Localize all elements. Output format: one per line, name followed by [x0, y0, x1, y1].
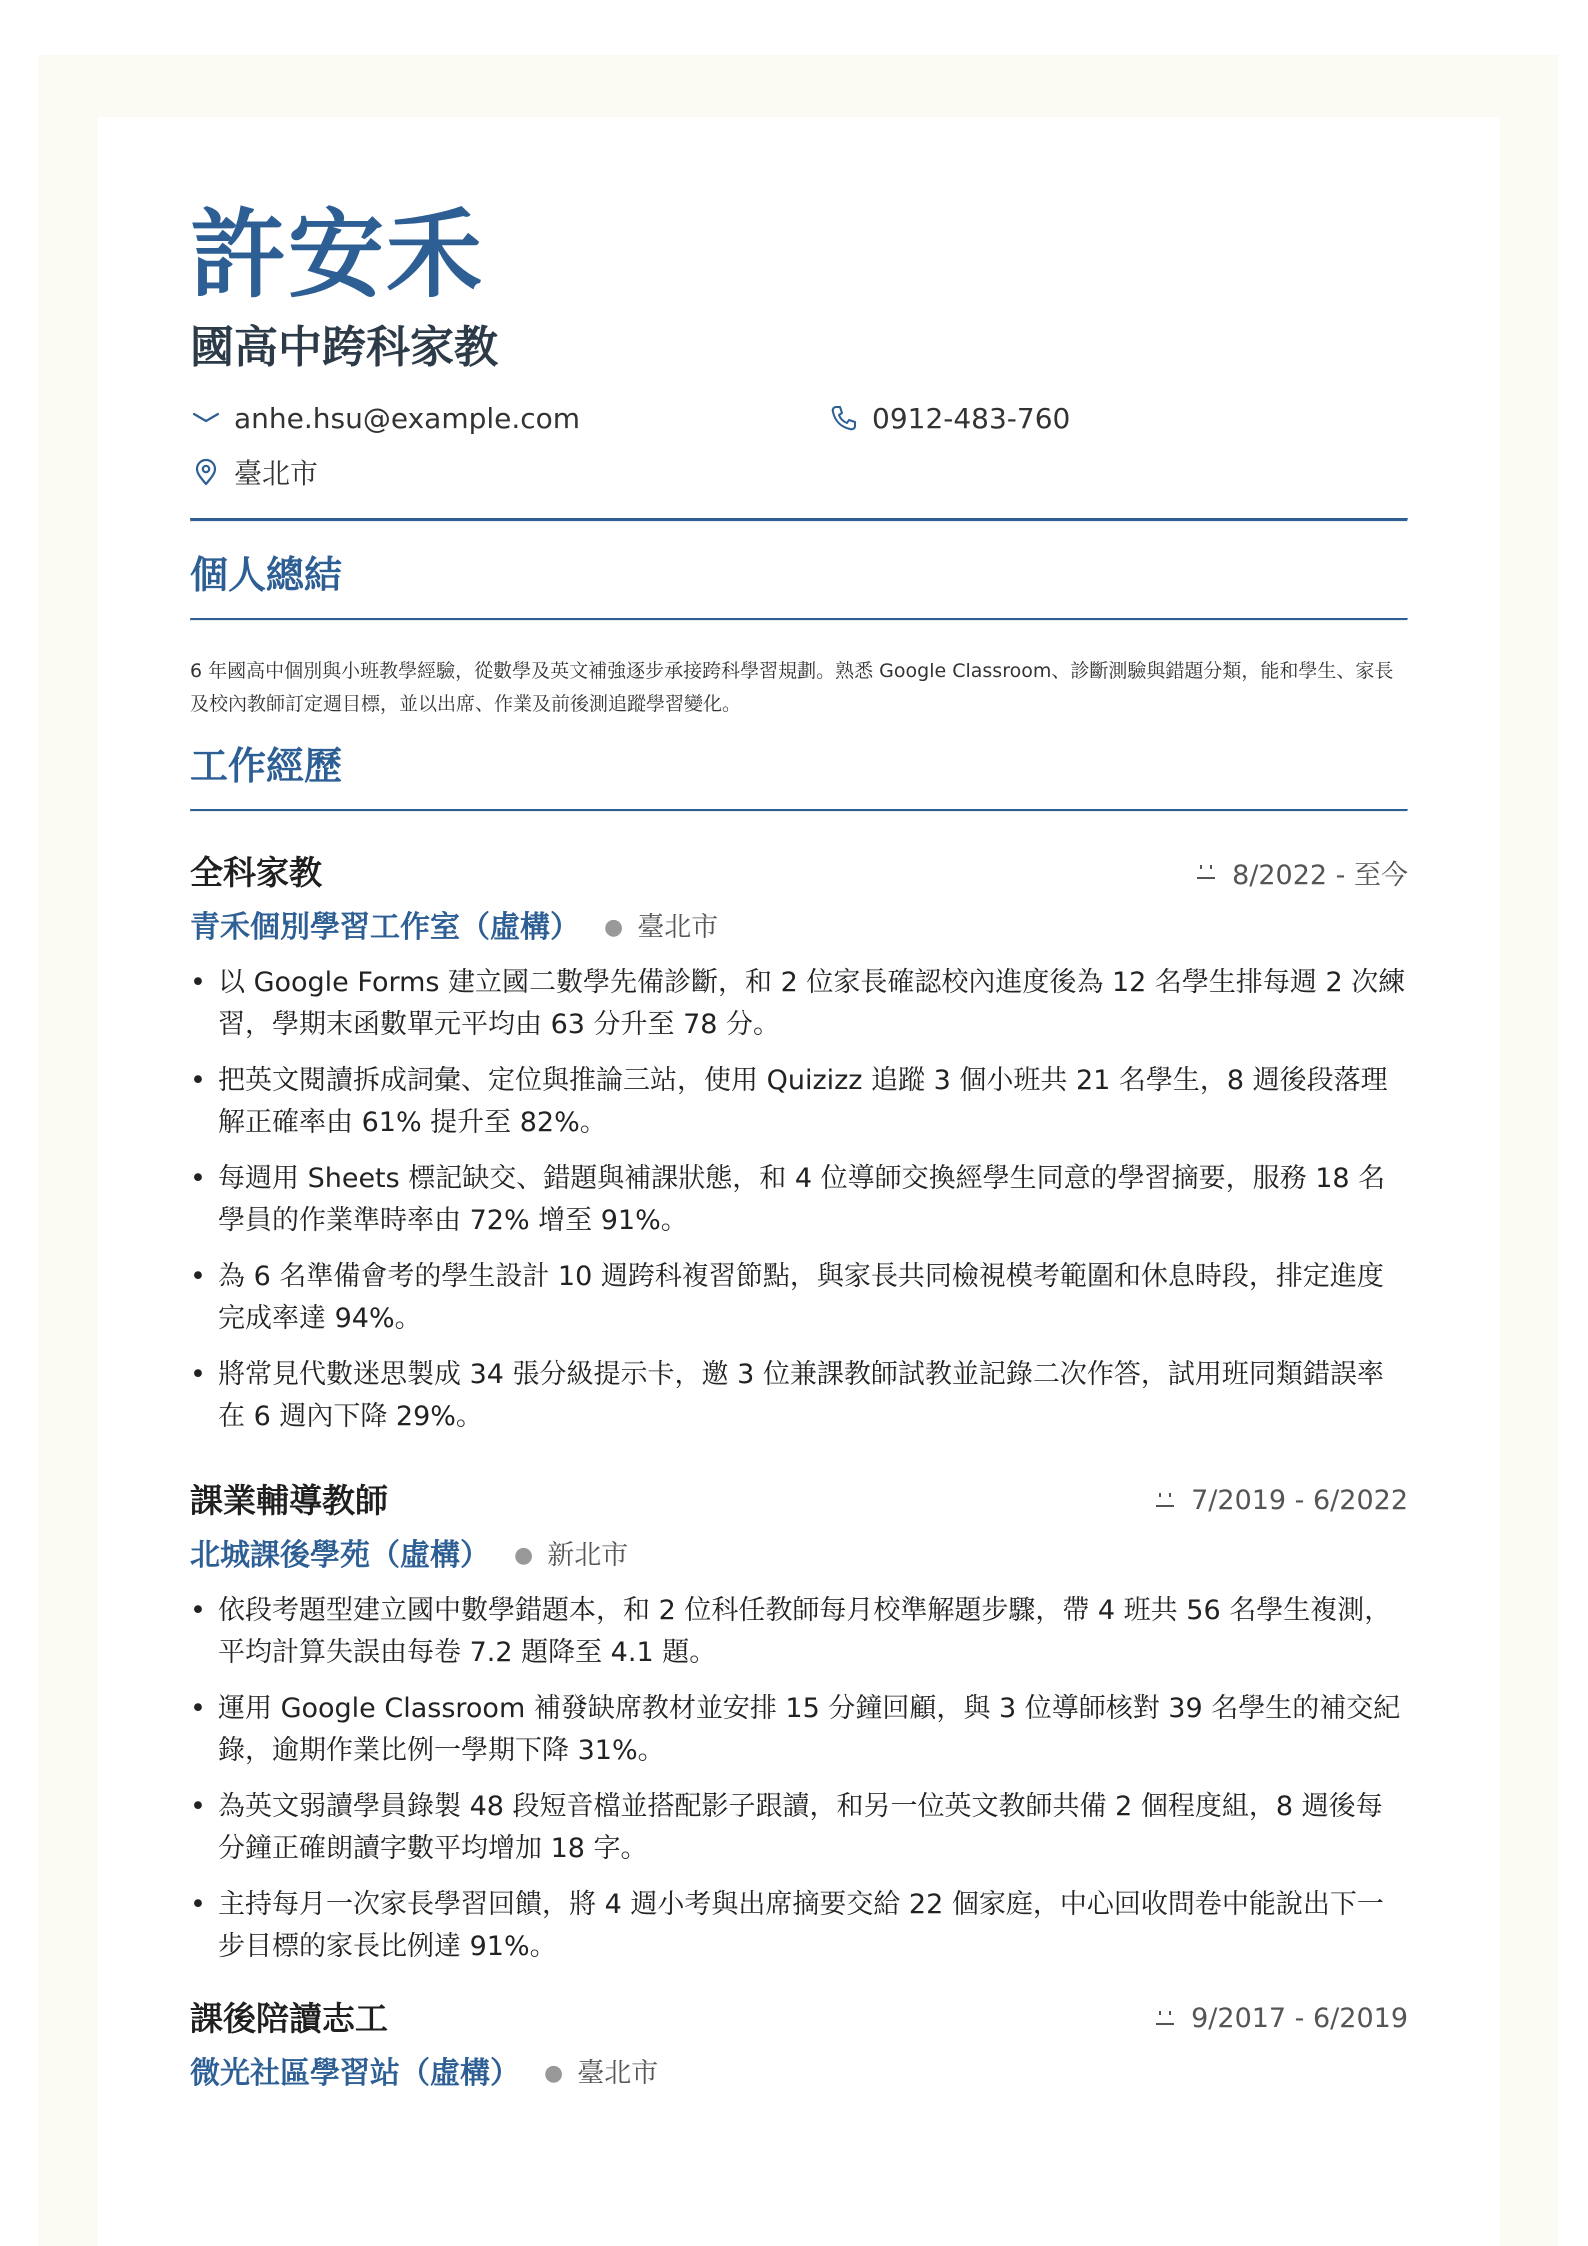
location-pin-icon	[190, 456, 222, 488]
company-line	[190, 2052, 1408, 2096]
separator-dot: ●	[604, 915, 624, 940]
list-item: • 運用 Google Classroom 補發缺席教材並安排 15 分鐘回顧，與 3 位導師核對 39 名學生的補交紀錄，逾期作業比例一學期下降 31%。	[190, 1688, 1408, 1772]
candidate-name: 許安禾	[190, 199, 484, 311]
company-name: 青禾個別學習工作室（虛構）	[190, 910, 580, 945]
calendar-icon	[1153, 2006, 1177, 2030]
job-date	[1153, 2003, 1408, 2034]
list-item: • 把英文閱讀拆成詞彙、定位與推論三站，使用 Quizizz 追蹤 3 個小班共 21 名學生，8 週後段落理解正確率由 61% 提升至 82%。	[190, 1060, 1408, 1144]
calendar-icon	[1153, 1488, 1177, 1512]
header-divider	[190, 518, 1408, 522]
resume-content	[190, 200, 1408, 2096]
job-title: 全科家教	[190, 853, 322, 892]
company-line	[190, 1534, 1408, 1578]
phone-icon	[828, 402, 860, 434]
list-item: • 將常見代數迷思製成 34 張分級提示卡，邀 3 位兼課教師試教並記錄二次作答，試用班同類錯誤率在 6 週內下降 29%。	[190, 1354, 1408, 1438]
job-date-text: 7/2019 - 6/2022	[1191, 1484, 1408, 1516]
job-title: 課後陪讀志工	[190, 1999, 388, 2038]
list-item: • 依段考題型建立國中數學錯題本，和 2 位科任教師每月校準解題步驟，帶 4 班共 56 名學生複測，平均計算失誤由每卷 7.2 題降至 4.1 題。	[190, 1590, 1408, 1674]
phone-text: 0912-483-760	[872, 401, 1071, 435]
summary-divider	[190, 618, 1408, 621]
summary-heading: 個人總結	[190, 553, 343, 597]
job-date	[1153, 1485, 1408, 1516]
job-entry	[190, 1478, 1408, 1968]
job-location: 臺北市	[637, 912, 719, 943]
contact-info	[190, 398, 1408, 518]
job-title: 課業輔導教師	[190, 1481, 388, 1520]
job-location: 臺北市	[577, 2058, 659, 2089]
job-date	[1194, 853, 1408, 892]
summary-text: 6 年國高中個別與小班教學經驗，從數學及英文補強逐步承接跨科學習規劃。熟悉 Google Classroom、診斷測驗與錯題分類，能和學生、家長及校內教師訂定週目標，並以出席、作業及前後測追蹤學習變化。	[190, 660, 1394, 715]
list-item: • 主持每月一次家長學習回饋，將 4 週小考與出席摘要交給 22 個家庭，中心回收問卷中能說出下一步目標的家長比例達 91%。	[190, 1884, 1408, 1968]
contact-email[interactable]	[190, 398, 580, 438]
email-icon	[190, 402, 222, 434]
contact-location	[190, 452, 318, 492]
experience-divider	[190, 809, 1408, 812]
job-bullets	[190, 1590, 1408, 1968]
list-item: • 以 Google Forms 建立國二數學先備診斷，和 2 位家長確認校內進度後為 12 名學生排每週 2 次練習，學期末函數單元平均由 63 分升至 78 分。	[190, 962, 1408, 1046]
job-header	[190, 850, 1408, 896]
job-date-text: 9/2017 - 6/2019	[1191, 2002, 1408, 2034]
job-date-text: 8/2022 - 至今	[1232, 859, 1408, 891]
calendar-icon	[1194, 860, 1218, 884]
job-bullets	[190, 962, 1408, 1438]
separator-dot: ●	[514, 1543, 534, 1568]
experience-heading: 工作經歷	[190, 744, 343, 788]
company-name: 北城課後學苑（虛構）	[190, 1538, 490, 1573]
company-name: 微光社區學習站（虛構）	[190, 2056, 520, 2091]
list-item: • 為 6 名準備會考的學生設計 10 週跨科複習節點，與家長共同檢視模考範圍和休息時段，排定進度完成率達 94%。	[190, 1256, 1408, 1340]
company-line	[190, 906, 1408, 950]
email-text: anhe.hsu@example.com	[234, 401, 581, 435]
candidate-role: 國高中跨科家教	[190, 322, 498, 373]
list-item: • 為英文弱讀學員錄製 48 段短音檔並搭配影子跟讀，和另一位英文教師共備 2 個程度組，8 週後每分鐘正確朗讀字數平均增加 18 字。	[190, 1786, 1408, 1870]
job-header	[190, 1478, 1408, 1524]
separator-dot: ●	[544, 2061, 564, 2086]
contact-phone[interactable]	[828, 398, 1070, 438]
job-location: 新北市	[547, 1540, 629, 1571]
location-text: 臺北市	[234, 457, 319, 490]
job-header	[190, 1996, 1408, 2042]
job-entry	[190, 1996, 1408, 2096]
job-entry	[190, 850, 1408, 1438]
list-item: • 每週用 Sheets 標記缺交、錯題與補課狀態，和 4 位導師交換經學生同意的學習摘要，服務 18 名學員的作業準時率由 72% 增至 91%。	[190, 1158, 1408, 1242]
